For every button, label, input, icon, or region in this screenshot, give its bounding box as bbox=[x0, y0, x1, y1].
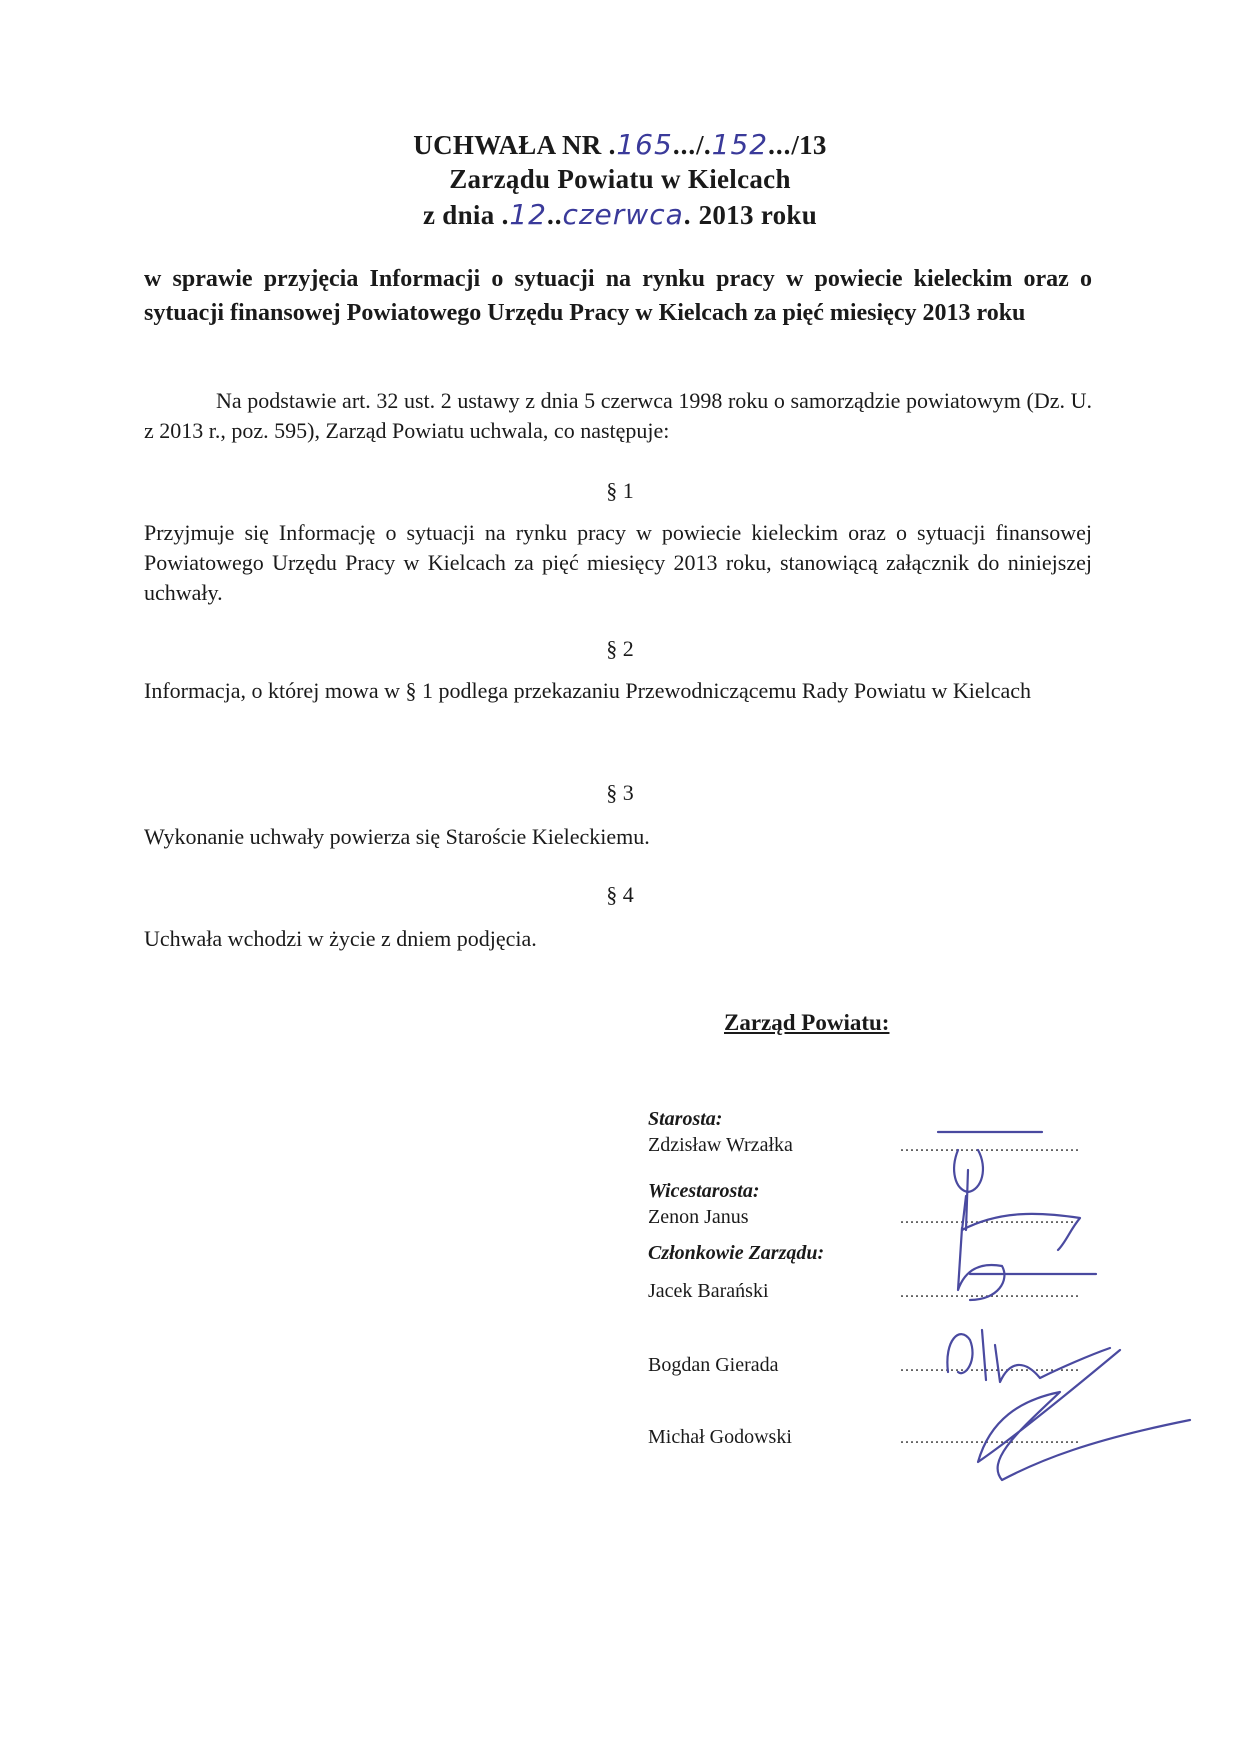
board-label: Zarząd Powiatu: bbox=[724, 1010, 890, 1035]
title-prefix: UCHWAŁA NR bbox=[413, 130, 602, 160]
date-suffix: 2013 roku bbox=[698, 200, 818, 230]
signature-line-starosta: .................................... bbox=[900, 1138, 1080, 1155]
signature-stroke-starosta-loop bbox=[954, 1150, 983, 1230]
resolution-subject: w sprawie przyjęcia Informacji o sytuacji na rynku pracy w powiecie kieleckim oraz o sytuacji finansowej Powiatowego Urzędu Pracy w Kielcach za pięć miesięcy 2013 roku bbox=[144, 266, 1092, 326]
section-1-mark: § 1 bbox=[606, 478, 634, 503]
section-1-text: Przyjmuje się Informację o sytuacji na rynku pracy w powiecie kieleckim oraz o sytuacji finansowej Powiatowego Urzędu Pracy w Kielcach za pięć miesięcy 2013 roku, stanowiącą załącznik do niniejszej uchwały. bbox=[144, 520, 1092, 605]
date-dots: .12..czerwca. bbox=[501, 198, 692, 231]
date-prefix: z dnia bbox=[422, 200, 495, 230]
section-2-mark: § 2 bbox=[606, 636, 634, 661]
signature-line-member-3: .................................... bbox=[900, 1430, 1080, 1447]
member-name: Jacek Barański bbox=[648, 1280, 769, 1302]
signature-line-member-2: .................................... bbox=[900, 1358, 1080, 1375]
section-3-text: Wykonanie uchwały powierza się Staroście Kieleckiemu. bbox=[144, 824, 650, 849]
starosta-name: Zdzisław Wrzałka bbox=[648, 1134, 793, 1156]
number-separator: / bbox=[696, 130, 704, 160]
signature-stroke-member-1 bbox=[958, 1228, 1096, 1300]
wicestarosta-role: Wicestarosta: bbox=[648, 1180, 760, 1202]
issuer: Zarządu Powiatu w Kielcach bbox=[449, 164, 791, 194]
signature-line-member-1: .................................... bbox=[900, 1284, 1080, 1301]
section-4-mark: § 4 bbox=[606, 882, 634, 907]
title-suffix: /13 bbox=[791, 130, 827, 160]
handwritten-month: czerwca bbox=[562, 198, 684, 231]
signature-stroke-wicestarosta bbox=[962, 1196, 1080, 1250]
preamble: Na podstawie art. 32 ust. 2 ustawy z dnia 5 czerwca 1998 roku o samorządzie powiatowym (Dz. U. z 2013 r., poz. 595), Zarząd Powiatu uchwala, co następuje: bbox=[144, 388, 1092, 443]
number-dots-1: .165... bbox=[608, 128, 697, 161]
section-2-text: Informacja, o której mowa w § 1 podlega przekazaniu Przewodniczącemu Rady Powiatu w Kielcach bbox=[144, 678, 1032, 703]
section-3-mark: § 3 bbox=[606, 780, 634, 805]
members-role: Członkowie Zarządu: bbox=[648, 1242, 825, 1264]
handwritten-number-1: 165 bbox=[616, 128, 673, 161]
number-dots-2: .152... bbox=[703, 128, 792, 161]
wicestarosta-name: Zenon Janus bbox=[648, 1206, 749, 1228]
handwritten-day: 12 bbox=[509, 198, 547, 231]
section-4-text: Uchwała wchodzi w życie z dniem podjęcia. bbox=[144, 926, 537, 951]
signature-line-wicestarosta: .................................... bbox=[900, 1210, 1080, 1227]
member-name: Bogdan Gierada bbox=[648, 1354, 779, 1376]
member-name: Michał Godowski bbox=[648, 1426, 792, 1448]
starosta-role: Starosta: bbox=[648, 1108, 723, 1130]
handwritten-number-2: 152 bbox=[711, 128, 769, 161]
signature-stroke-member-2 bbox=[947, 1330, 1110, 1382]
